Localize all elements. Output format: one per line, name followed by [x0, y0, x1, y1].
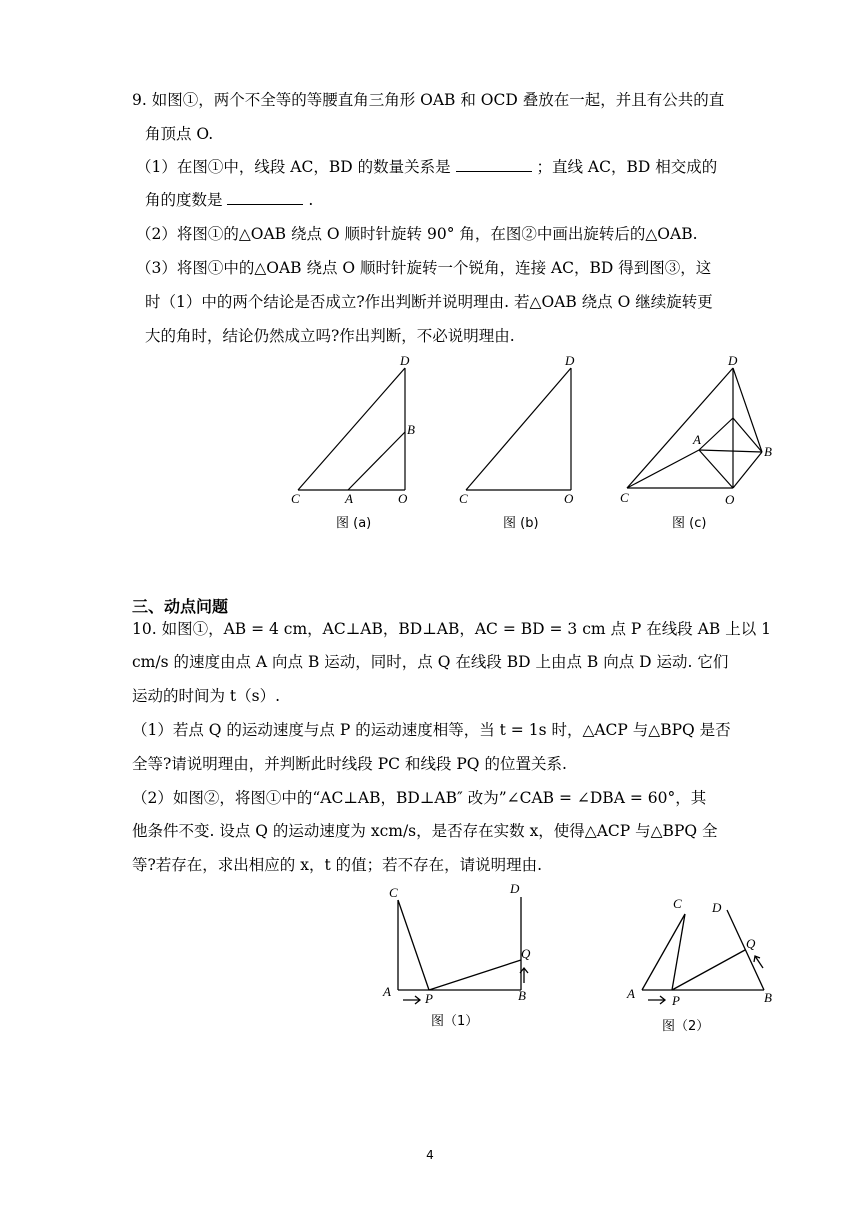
q9-line-1: 9. 如图①，两个不全等的等腰直角三角形 OAB 和 OCD 叠放在一起，并且有公共的直	[132, 91, 725, 109]
fig-c-label-B: B	[764, 444, 772, 459]
page-number: 4	[426, 1148, 434, 1162]
fig-a-label-O: O	[398, 491, 408, 506]
q9-line-2: 角顶点 O.	[145, 125, 214, 143]
fig2-label-B: B	[764, 990, 772, 1005]
fig1-caption: 图（1）	[431, 1014, 479, 1029]
q10-line-5: 全等?请说明理由，并判断此时线段 PC 和线段 PQ 的位置关系.	[132, 755, 567, 773]
fig-c-label-D: D	[728, 353, 738, 368]
q10-line-3: 运动的时间为 t（s）.	[132, 687, 281, 705]
q9-line-8: 大的角时，结论仍然成立吗?作出判断，不必说明理由.	[145, 327, 515, 345]
fig1-label-D: D	[510, 881, 520, 896]
q10-line-1: 10. 如图①，AB = 4 cm，AC⊥AB，BD⊥AB，AC = BD = 3 cm 点 P 在线段 AB 上以 1	[132, 620, 772, 638]
q9-line-5: （2）将图①的△OAB 绕点 O 顺时针旋转 90° 角，在图②中画出旋转后的△OAB.	[136, 225, 698, 243]
fig-a-label-C: C	[291, 491, 300, 506]
fig1-label-B: B	[518, 988, 526, 1003]
q9-line-7: 时（1）中的两个结论是否成立?作出判断并说明理由. 若△OAB 绕点 O 继续旋转更	[145, 293, 713, 311]
q10-line-2: cm/s 的速度由点 A 向点 B 运动，同时，点 Q 在线段 BD 上由点 B 向点 D 运动. 它们	[132, 653, 729, 671]
fig2-caption: 图（2）	[662, 1019, 710, 1034]
fig1-label-P: P	[425, 991, 433, 1006]
fig-c-label-C: C	[620, 490, 629, 505]
figure-2	[642, 910, 764, 1004]
fig-a-label-A: A	[345, 491, 353, 506]
fig2-label-P: P	[672, 993, 680, 1008]
section-heading: 三、动点问题	[132, 597, 229, 616]
fig1-label-C: C	[389, 885, 398, 900]
fig-a-label-D: D	[400, 353, 410, 368]
fig-b-label-O: O	[564, 491, 574, 506]
q9-angle-text: 角的度数是	[145, 191, 223, 209]
q9-part1-text-b: ；直线 AC，BD 相交成的	[536, 158, 718, 176]
q10-line-4: （1）若点 Q 的运动速度与点 P 的运动速度相等，当 t = 1s 时，△ACP 与△BPQ 是否	[132, 721, 731, 739]
q10-line-6: （2）如图②，将图①中的“AC⊥AB，BD⊥AB″ 改为”∠CAB = ∠DBA = 60°，其	[132, 789, 707, 807]
fig-c-label-A: A	[693, 432, 701, 447]
fig-b-label-D: D	[565, 353, 575, 368]
fig2-label-Q: Q	[746, 936, 756, 951]
fig-b-caption: 图 (b)	[503, 516, 539, 531]
fig2-label-D: D	[712, 900, 722, 915]
q10-line-8: 等?若存在，求出相应的 x，t 的值；若不存在，请说明理由.	[132, 856, 543, 874]
fig-a-label-B: B	[407, 422, 415, 437]
fig-c-caption: 图 (c)	[672, 516, 707, 531]
q10-line-7: 他条件不变. 设点 Q 的运动速度为 xcm/s，是否存在实数 x，使得△ACP 与△BPQ 全	[132, 822, 718, 840]
fig1-label-A: A	[383, 984, 391, 999]
fig-b-label-C: C	[459, 491, 468, 506]
q9-line-6: （3）将图①中的△OAB 绕点 O 顺时针旋转一个锐角，连接 AC，BD 得到图③，这	[136, 259, 712, 277]
figure-1	[398, 897, 528, 1004]
fig-a-caption: 图 (a)	[336, 516, 372, 531]
q9-angle-end: .	[308, 191, 314, 209]
fig-c-label-O: O	[725, 492, 735, 507]
fig1-label-Q: Q	[521, 946, 531, 961]
fig2-label-A: A	[627, 986, 635, 1001]
q9-part1-text-a: （1）在图①中，线段 AC，BD 的数量关系是	[136, 158, 451, 176]
fig2-label-C: C	[673, 896, 682, 911]
